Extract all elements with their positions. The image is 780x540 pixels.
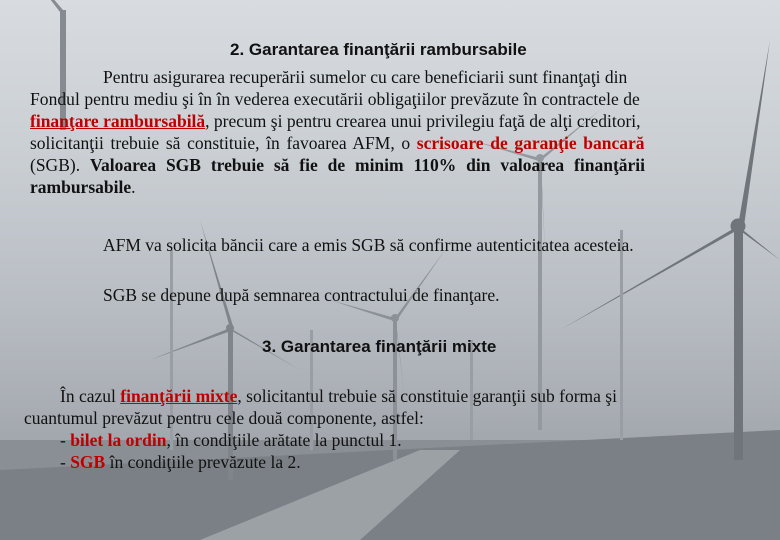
paragraph-line <box>24 385 724 407</box>
highlight-finantarii-mixte: finanţării mixte <box>120 386 238 406</box>
paragraph-text: . <box>131 177 136 197</box>
paragraph-text: , precum şi pentru crearea unui privilegiu faţă de alţi creditori, <box>205 111 641 131</box>
paragraph-line <box>30 110 750 132</box>
afm-confirmation-paragraph: AFM va solicita băncii care a emis SGB să confirme autenticitatea acesteia. <box>103 235 634 255</box>
highlight-finantare-rambursabila: finanţare rambursabilă <box>30 111 206 131</box>
paragraph-text: În cazul <box>60 386 121 406</box>
paragraph-text: în condiţiile prevăzute la 2. <box>105 452 301 472</box>
section-2-paragraph <box>30 66 750 198</box>
highlight-bilet-la-ordin: bilet la ordin <box>70 430 167 450</box>
highlight-scrisoare-garantie: scrisoare de garanţie bancară <box>416 133 645 153</box>
paragraph-line <box>30 154 750 176</box>
list-item <box>24 451 724 473</box>
list-dash: - <box>60 452 71 472</box>
paragraph-line <box>30 176 750 198</box>
paragraph-line: Pentru asigurarea recuperării sumelor cu care beneficiarii sunt finanţaţi din <box>103 67 628 87</box>
list-item <box>24 429 724 451</box>
paragraph-line: Fondul pentru mediu şi în în vederea executării obligaţiilor prevăzute în contractele de <box>30 89 640 109</box>
section-3-title: 3. Garantarea finanţării mixte <box>262 337 497 356</box>
paragraph-line <box>30 132 750 154</box>
paragraph-text: , în condiţiile arătate la punctul 1. <box>166 430 402 450</box>
paragraph-line: cuantumul prevăzut pentru cele două componente, astfel: <box>24 408 424 428</box>
highlight-sgb: SGB <box>70 452 106 472</box>
list-dash: - <box>60 430 71 450</box>
section-3-paragraph <box>24 385 724 473</box>
sgb-submission-paragraph: SGB se depune după semnarea contractului de finanţare. <box>103 285 500 305</box>
paragraph-text: (SGB). <box>30 155 90 175</box>
bold-valoarea-sgb: Valoarea SGB trebuie să fie de minim 110% din valoarea finanţării <box>89 155 646 175</box>
paragraph-text: solicitanţii trebuie să constituie, în favoarea AFM, o <box>30 133 417 153</box>
paragraph-text: , solicitantul trebuie să constituie garanţii sub forma şi <box>237 386 617 406</box>
bold-rambursabile: rambursabile <box>30 177 132 197</box>
section-2-title: 2. Garantarea finanţării rambursabile <box>230 40 527 59</box>
